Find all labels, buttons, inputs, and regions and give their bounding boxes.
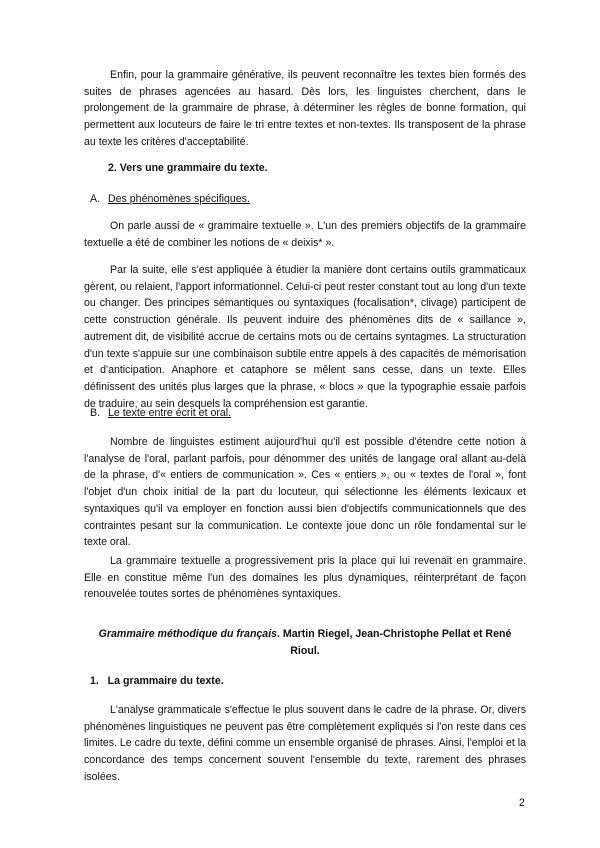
subsection-letter: B.	[90, 407, 101, 419]
paragraph-grammaire-generative: Enfin, pour la grammaire générative, ils peuvent reconnaître les textes bien formés des suites de phrases agencées au hasard. Dès lors, les linguistes cherchent, dans le prolongement de la grammaire de phrase, à déterminer les règles de bonne formation, qui permettent aux locuteurs de faire le tri entre textes et non-textes. Ils transposent de la phrase au texte les critères d'acceptabilité.	[84, 69, 526, 148]
bibliographic-reference	[84, 626, 526, 659]
paragraph-progression: La grammaire textuelle a progressivement pris la place qui lui revenait en grammaire. Elle en constitue même l'un des domaines les plus dynamiques, réinterprétant de façon renouvelée toutes sortes de phénomènes syntaxiques.	[84, 555, 526, 601]
section-heading-grammaire-texte: 1. La grammaire du texte.	[90, 675, 224, 687]
subsection-title: Le texte entre écrit et oral.	[108, 407, 232, 419]
page-number: 2	[519, 797, 525, 809]
subsection-heading-ecrit-oral	[90, 407, 231, 419]
reference-title: Grammaire méthodique du français	[98, 628, 278, 640]
paragraph-grammaire-textuelle: On parle aussi de « grammaire textuelle ». L'un des premiers objectifs de la grammaire textuelle a été de combiner les notions de « deixis* ».	[84, 220, 526, 249]
subsection-title: Des phénomènes spécifiques.	[108, 193, 250, 205]
subsection-heading-phenomenes	[90, 193, 250, 205]
paragraph-outils-grammaticaux: Par la suite, elle s'est appliquée à étudier la manière dont certains outils grammaticaux gèrent, ou relaient, l'apport informationnel. Celui-ci peut rester constant tout au long d'un texte ou changer. Des principes sémantiques ou syntaxiques (focalisation*, clivage) participent de cette construction générale. Ils peuvent induire des phénomènes dits de « saillance », autrement dit, de visibilité accrue de certains mots ou de certains syntagmes. La structuration d'un texte s'appuie sur une combinaison subtile entre appels à des capacités de mémorisation et d'anticipation. Anaphore et cataphore se mêlent sans cesse, dans un texte. Elles définissent des unités plus larges que la phrase, « blocs » que la typographie essaie parfois de traduire, au sein desquels la compréhension est garantie.	[84, 264, 526, 410]
reference-authors: . Martin Riegel, Jean-Christophe Pellat et René Rioul.	[277, 628, 512, 657]
paragraph-analyse-grammaticale: L'analyse grammaticale s'effectue le plus souvent dans le cadre de la phrase. Or, divers phénomènes linguistiques ne peuvent pas être complètement expliqués si l'on reste dans ces limites. Le cadre du texte, défini comme un ensemble organisé de phrases. Ainsi, l'emploi et la concordance des temps concernent souvent l'ensemble du texte, rarement des phrases isolées.	[84, 704, 526, 783]
subsection-letter: A.	[90, 193, 101, 205]
paragraph-oral: Nombre de linguistes estiment aujourd'hui qu'il est possible d'étendre cette notion à l'analyse de l'oral, parlant parfois, pour dénommer des unités de langage oral allant au-delà de la phrase, d'« entiers de communication ». Ces « entiers », ou « textes de l'oral », font l'objet d'un choix initial de la part du locuteur, qui sélectionne les éléments lexicaux et syntaxiques qu'il va employer en fonction aussi bien d'objectifs communicationnels que des contraintes pesant sur la communication. Le contexte joue donc un rôle fondamental sur le texte oral.	[84, 436, 526, 549]
section-heading-grammaire-du-texte: 2. Vers une grammaire du texte.	[108, 162, 268, 174]
